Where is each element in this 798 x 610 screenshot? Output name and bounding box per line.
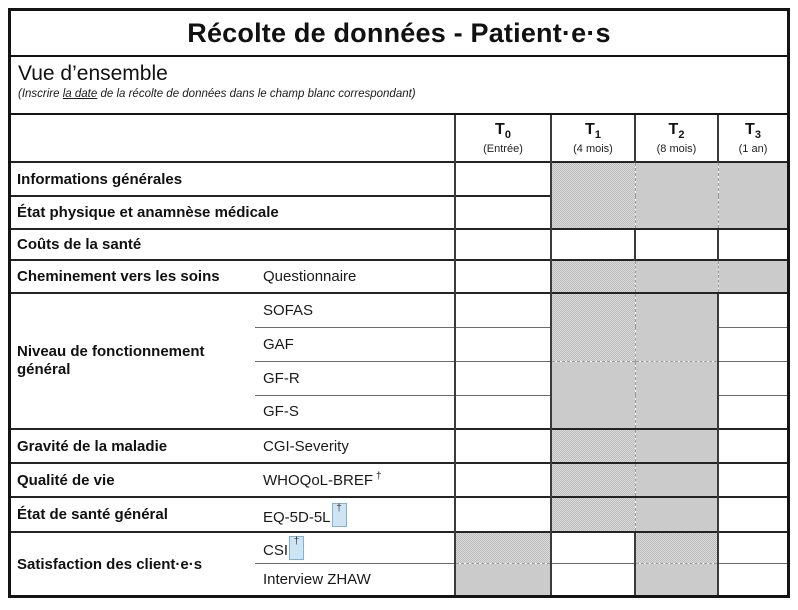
measure-cell: GF-S bbox=[255, 395, 455, 429]
date-cell-t0[interactable] bbox=[455, 229, 551, 260]
blocked-cell-t2 bbox=[635, 497, 718, 532]
table-row bbox=[11, 293, 787, 327]
measure-cell: GAF bbox=[255, 327, 455, 361]
category-cell: Niveau de fonctionnement général bbox=[11, 293, 255, 429]
table-row bbox=[11, 497, 787, 532]
measure-cell: SOFAS bbox=[255, 293, 455, 327]
blocked-cell-t1 bbox=[551, 497, 635, 532]
table-row bbox=[11, 260, 787, 293]
schedule-table bbox=[11, 115, 787, 595]
date-cell-t0[interactable] bbox=[455, 293, 551, 327]
table-row bbox=[11, 429, 787, 463]
dagger-footnote-marker: † bbox=[376, 471, 382, 482]
measure-cell: CGI-Severity bbox=[255, 429, 455, 463]
highlighted-dagger-marker: † bbox=[332, 503, 347, 527]
header-t0-caption: (Entrée) bbox=[483, 142, 523, 155]
header-t2-caption: (8 mois) bbox=[656, 142, 697, 155]
table-row bbox=[11, 532, 787, 563]
header-t3-caption: (1 an) bbox=[738, 142, 768, 155]
header-t1-caption: (4 mois) bbox=[573, 142, 613, 155]
header-t3-label: $T_3$ bbox=[745, 121, 761, 142]
header-t2-label: $T_2$ bbox=[668, 121, 685, 142]
date-cell-t3[interactable] bbox=[718, 361, 787, 395]
date-cell-t0[interactable] bbox=[455, 162, 551, 196]
blocked-cell-t2 bbox=[635, 532, 718, 563]
blocked-cell-t1 bbox=[551, 463, 635, 497]
header-t1-label: $T_1$ bbox=[585, 121, 601, 142]
blocked-cell-t2 bbox=[635, 429, 718, 463]
measure-cell: Interview ZHAW bbox=[255, 563, 455, 595]
blocked-cell-t3 bbox=[718, 260, 787, 293]
header-t3 bbox=[718, 115, 787, 162]
measure-cell: CSI † bbox=[255, 532, 455, 563]
date-cell-t3[interactable] bbox=[718, 429, 787, 463]
date-cell-t1[interactable] bbox=[551, 229, 635, 260]
data-collection-sheet bbox=[8, 8, 790, 598]
date-cell-t0[interactable] bbox=[455, 463, 551, 497]
blocked-cell-t0 bbox=[455, 563, 551, 595]
measure-cell: Questionnaire bbox=[255, 260, 455, 293]
title-bar bbox=[11, 11, 787, 57]
category-cell: Informations générales bbox=[11, 162, 455, 196]
date-cell-t1[interactable] bbox=[551, 532, 635, 563]
blocked-cell-t1 bbox=[551, 162, 635, 229]
date-cell-t0[interactable] bbox=[455, 429, 551, 463]
blocked-cell-t3 bbox=[718, 162, 787, 229]
date-cell-t3[interactable] bbox=[718, 395, 787, 429]
blocked-cell-t1 bbox=[551, 260, 635, 293]
date-cell-t0[interactable] bbox=[455, 327, 551, 361]
overview-heading: Vue d’ensemble bbox=[18, 62, 168, 85]
date-cell-t1[interactable] bbox=[551, 563, 635, 595]
date-cell-t3[interactable] bbox=[718, 293, 787, 327]
date-cell-t0[interactable] bbox=[455, 260, 551, 293]
date-cell-t0[interactable] bbox=[455, 497, 551, 532]
date-cell-t0[interactable] bbox=[455, 361, 551, 395]
header-t1 bbox=[551, 115, 635, 162]
table-row bbox=[11, 162, 787, 196]
page-title: Récolte de données - Patient·e·s bbox=[187, 17, 611, 48]
blocked-cell-t2 bbox=[635, 463, 718, 497]
blocked-cell-t1 bbox=[551, 429, 635, 463]
table-row bbox=[11, 229, 787, 260]
header-t0 bbox=[455, 115, 551, 162]
date-cell-t0[interactable] bbox=[455, 395, 551, 429]
blocked-cell-t1 bbox=[551, 293, 635, 361]
blocked-cell-t2 bbox=[635, 162, 718, 229]
category-cell: Cheminement vers les soins bbox=[11, 260, 255, 293]
blocked-cell-t2 bbox=[635, 563, 718, 595]
category-cell: État de santé général bbox=[11, 497, 255, 532]
category-cell: Qualité de vie bbox=[11, 463, 255, 497]
table-header-row bbox=[11, 115, 787, 162]
overview-section bbox=[11, 57, 787, 115]
date-cell-t0[interactable] bbox=[455, 196, 551, 229]
date-cell-t3[interactable] bbox=[718, 229, 787, 260]
category-cell: État physique et anamnèse médicale bbox=[11, 196, 455, 229]
category-cell: Satisfaction des client·e·s bbox=[11, 532, 255, 595]
header-t2 bbox=[635, 115, 718, 162]
blocked-cell-t2 bbox=[635, 361, 718, 429]
date-cell-t3[interactable] bbox=[718, 532, 787, 563]
measure-cell: GF-R bbox=[255, 361, 455, 395]
blocked-cell-t2 bbox=[635, 293, 718, 361]
category-cell: Gravité de la maladie bbox=[11, 429, 255, 463]
date-cell-t3[interactable] bbox=[718, 327, 787, 361]
blocked-cell-t0 bbox=[455, 532, 551, 563]
overview-instruction: (Inscrire la date de la récolte de données dans le champ blanc correspondant) bbox=[18, 88, 416, 101]
date-cell-t3[interactable] bbox=[718, 497, 787, 532]
highlighted-dagger-marker: † bbox=[289, 536, 304, 560]
date-cell-t3[interactable] bbox=[718, 563, 787, 595]
blocked-cell-t2 bbox=[635, 260, 718, 293]
blocked-cell-t1 bbox=[551, 361, 635, 429]
date-cell-t2[interactable] bbox=[635, 229, 718, 260]
underlined-phrase: la date bbox=[62, 88, 98, 101]
measure-cell: EQ-5D-5L † bbox=[255, 497, 455, 532]
header-t0-label: $T_0$ bbox=[495, 121, 511, 142]
date-cell-t3[interactable] bbox=[718, 463, 787, 497]
table-row bbox=[11, 463, 787, 497]
measure-cell: WHOQoL-BREF † bbox=[255, 463, 455, 497]
header-blank-cell bbox=[11, 115, 455, 162]
category-cell: Coûts de la santé bbox=[11, 229, 455, 260]
